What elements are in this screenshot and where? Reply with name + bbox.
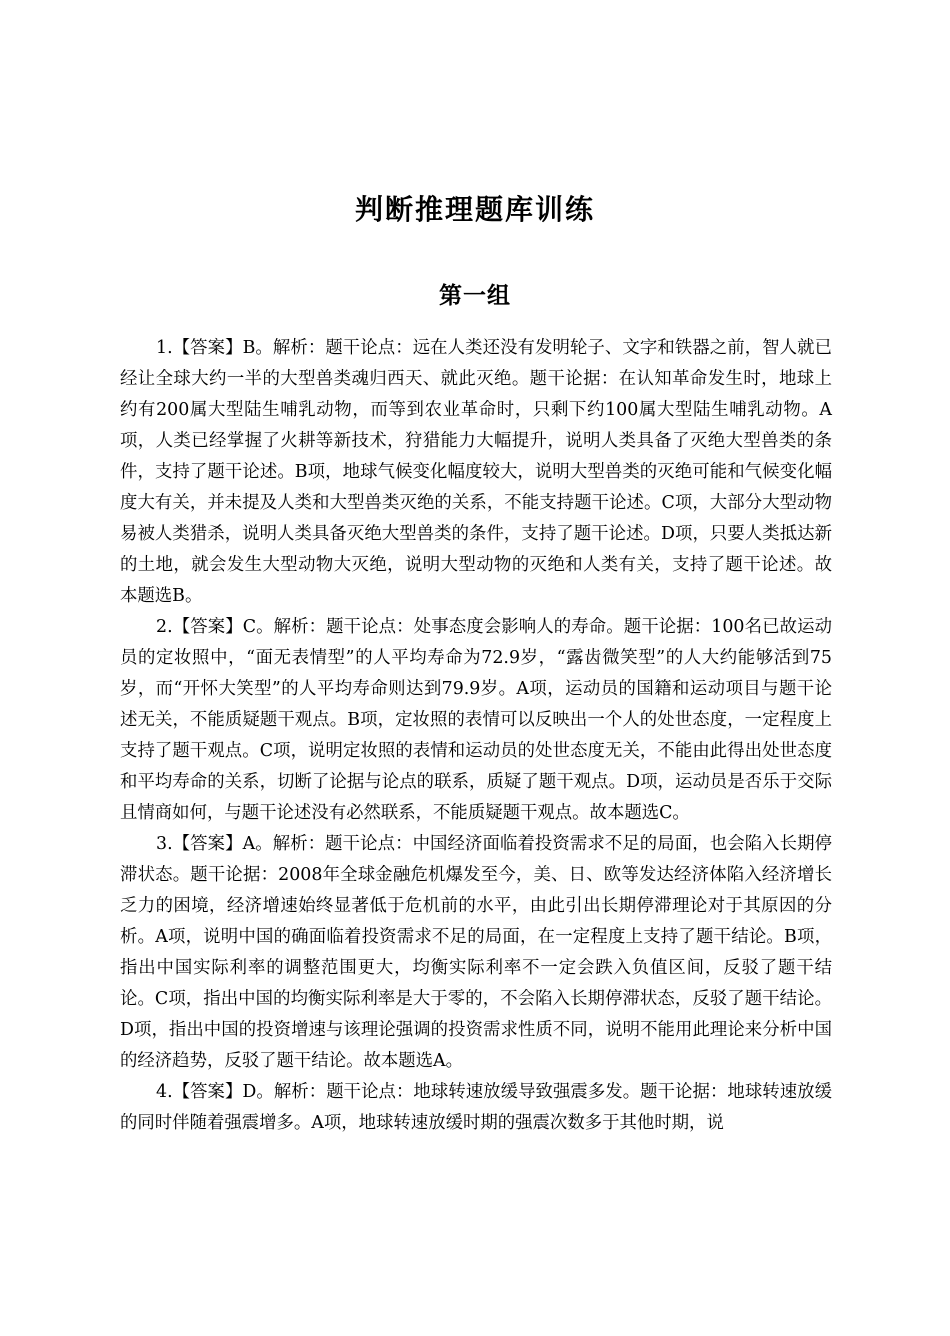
answer-paragraph-1: 1.【答案】B。解析：题干论点：远在人类还没有发明轮子、文字和铁器之前，智人就已经让全球大约一半的大型兽类魂归西天、就此灭绝。题干论据：在认知革命发生时，地球上约有200属大型陆生哺乳动物，而等到农业革命时，只剩下约100属大型陆生哺乳动物。A项，人类已经掌握了火耕等新技术，狩猎能力大幅提升，说明人类具备了灭绝大型兽类的条件，支持了题干论述。B项，地球气候变化幅度较大，说明大型兽类的灭绝可能和气候变化幅度大有关，并未提及人类和大型兽类灭绝的关系，不能支持题干论述。C项，大部分大型动物易被人类猎杀，说明人类具备灭绝大型兽类的条件，支持了题干论述。D项，只要人类抵达新的土地，就会发生大型动物大灭绝，说明大型动物的灭绝和人类有关，支持了题干论述。故本题选B。	[120, 338, 832, 606]
answer-explanations	[120, 333, 832, 1139]
answer-paragraph-4: 4.【答案】D。解析：题干论点：地球转速放缓导致强震多发。题干论据：地球转速放缓的同时伴随着强震增多。A项，地球转速放缓时期的强震次数多于其他时期，说	[120, 1082, 832, 1133]
answer-paragraph-2: 2.【答案】C。解析：题干论点：处事态度会影响人的寿命。题干论据：100名已故运动员的定妆照中，“面无表情型”的人平均寿命为72.9岁，“露齿微笑型”的人大约能够活到75岁，而“开怀大笑型”的人平均寿命则达到79.9岁。A项，运动员的国籍和运动项目与题干论述无关，不能质疑题干观点。B项，定妆照的表情可以反映出一个人的处世态度，一定程度上支持了题干观点。C项，说明定妆照的表情和运动员的处世态度无关，不能由此得出处世态度和平均寿命的关系，切断了论据与论点的联系，质疑了题干观点。D项，运动员是否乐于交际且情商如何，与题干论述没有必然联系，不能质疑题干观点。故本题选C。	[120, 617, 832, 823]
group-title: 第一组	[439, 283, 511, 309]
answer-paragraph-3: 3.【答案】A。解析：题干论点：中国经济面临着投资需求不足的局面，也会陷入长期停滞状态。题干论据：2008年全球金融危机爆发至今，美、日、欧等发达经济体陷入经济增长乏力的困境，经济增速始终显著低于危机前的水平，由此引出长期停滞理论对于其原因的分析。A项，说明中国的确面临着投资需求不足的局面，在一定程度上支持了题干结论。B项，指出中国实际利率的调整范围更大，均衡实际利率不一定会跌入负值区间，反驳了题干结论。C项，指出中国的均衡实际利率是大于零的，不会陷入长期停滞状态，反驳了题干结论。D项，指出中国的投资增速与该理论强调的投资需求性质不同，说明不能用此理论来分析中国的经济趋势，反驳了题干结论。故本题选A。	[120, 834, 832, 1071]
document-title: 判断推理题库训练	[354, 193, 595, 226]
